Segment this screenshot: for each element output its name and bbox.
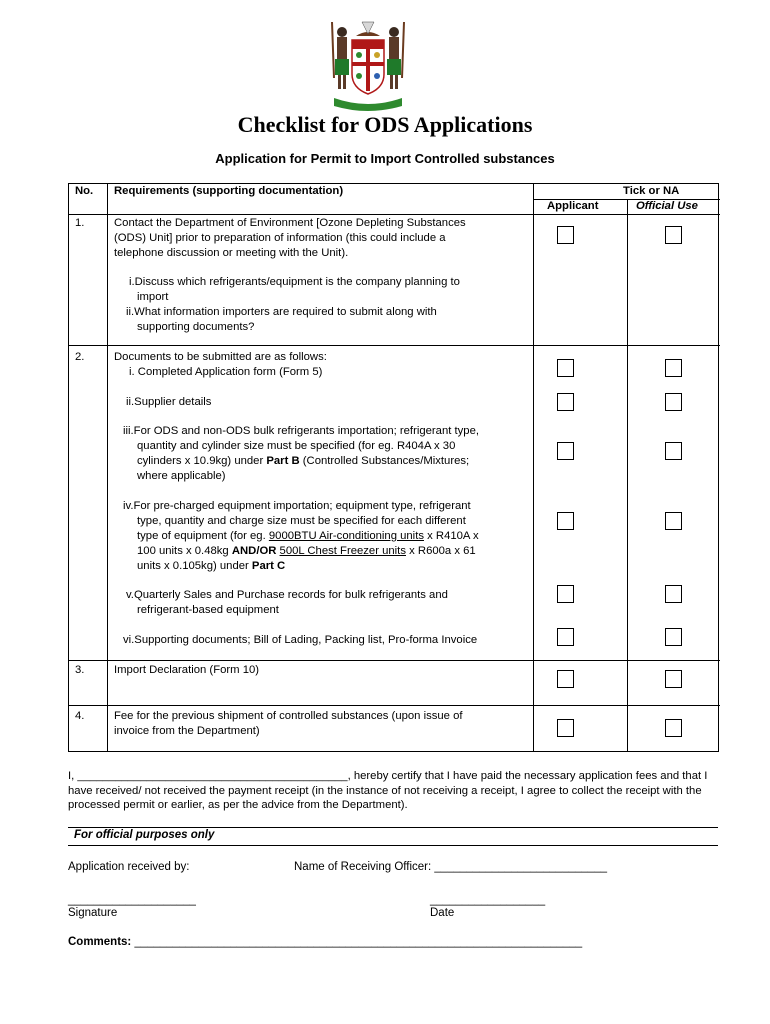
requirement-subitem: ii.What information importers are required to submit along with <box>126 306 437 318</box>
requirement-text: Contact the Department of Environment [Ozone Depleting Substances <box>114 217 466 229</box>
row-number: 3. <box>75 664 85 676</box>
requirement-subitem: vi.Supporting documents; Bill of Lading, Packing list, Pro-forma Invoice <box>123 634 478 646</box>
requirement-subitem: units x 0.105kg) under Part C <box>137 560 286 572</box>
requirement-subitem: iii.For ODS and non-ODS bulk refrigerants importation; refrigerant type, <box>123 425 480 437</box>
row-number: 2. <box>75 351 85 363</box>
official-use-checkbox[interactable] <box>665 359 682 377</box>
requirement-subitem: i. Completed Application form (Form 5) <box>129 366 323 378</box>
requirement-subitem: v.Quarterly Sales and Purchase records for bulk refrigerants and <box>126 589 448 601</box>
applicant-checkbox[interactable] <box>557 585 574 603</box>
official-section-heading: For official purposes only <box>74 829 215 841</box>
header-applicant: Applicant <box>547 200 599 212</box>
page-title: Checklist for ODS Applications <box>237 112 533 137</box>
row-number: 1. <box>75 217 85 229</box>
comments-line: ______________________________________________________________________ <box>131 936 583 948</box>
receiving-officer-field[interactable]: Name of Receiving Officer: ___________________________ <box>294 861 608 873</box>
date-line[interactable]: __________________ <box>430 894 546 906</box>
header-requirements: Requirements (supporting documentation) <box>114 185 344 197</box>
official-use-checkbox[interactable] <box>665 628 682 646</box>
requirement-subitem: iv.For pre-charged equipment importation; equipment type, refrigerant <box>123 500 471 512</box>
applicant-checkbox[interactable] <box>557 512 574 530</box>
requirement-text: telephone discussion or meeting with the Unit). <box>114 247 349 259</box>
requirement-subitem: refrigerant-based equipment <box>137 604 279 616</box>
row-number: 4. <box>75 710 85 722</box>
official-use-checkbox[interactable] <box>665 226 682 244</box>
certification-statement: I, ___________________________________________, hereby certify that I have paid the necessary application fees and that I have received/ not received the payment receipt (in the instance of not receiving a receipt, I agree to collect the receipt with the processed permit or earlier, as per the advice from the Department). <box>68 770 708 811</box>
requirement-subitem: type, quantity and charge size must be specified for each different <box>137 515 466 527</box>
requirement-subitem: import <box>137 291 169 303</box>
row-divider <box>69 660 720 661</box>
coat-of-arms-logo <box>326 18 410 116</box>
requirement-subitem: type of equipment (for eg. 9000BTU Air-conditioning units x R410A x <box>137 530 479 542</box>
requirement-subitem: cylinders x 10.9kg) under Part B (Controlled Substances/Mixtures; <box>137 455 470 467</box>
requirement-subitem: i.Discuss which refrigerants/equipment is the company planning to <box>129 276 460 288</box>
official-use-checkbox[interactable] <box>665 442 682 460</box>
requirement-subitem: supporting documents? <box>137 321 255 333</box>
official-use-checkbox[interactable] <box>665 512 682 530</box>
header-no: No. <box>75 185 94 197</box>
signature-label: Signature <box>68 907 118 919</box>
column-divider <box>533 184 534 751</box>
official-use-checkbox[interactable] <box>665 393 682 411</box>
applicant-checkbox[interactable] <box>557 359 574 377</box>
signature-line[interactable]: ____________________ <box>68 894 196 906</box>
header-tick-or-na: Tick or NA <box>623 185 680 197</box>
applicant-checkbox[interactable] <box>557 628 574 646</box>
requirement-text: invoice from the Department) <box>114 725 260 737</box>
requirement-text: Fee for the previous shipment of controlled substances (upon issue of <box>114 710 463 722</box>
section-divider <box>68 827 718 828</box>
row-divider <box>69 214 720 215</box>
requirement-text: Import Declaration (Form 10) <box>114 664 260 676</box>
column-divider <box>107 184 108 751</box>
requirement-subitem: 100 units x 0.48kg AND/OR 500L Chest Freezer units x R600a x 61 <box>137 545 476 557</box>
requirement-subitem: where applicable) <box>137 470 226 482</box>
applicant-checkbox[interactable] <box>557 670 574 688</box>
requirement-text: (ODS) Unit] prior to preparation of information (this could include a <box>114 232 446 244</box>
applicant-checkbox[interactable] <box>557 226 574 244</box>
date-label: Date <box>430 907 455 919</box>
checklist-table <box>68 183 719 752</box>
applicant-checkbox[interactable] <box>557 442 574 460</box>
comments-label: Comments: <box>68 936 132 948</box>
requirement-subitem: ii.Supplier details <box>126 396 212 408</box>
requirement-text: Documents to be submitted are as follows: <box>114 351 327 363</box>
application-received-label: Application received by: <box>68 861 190 873</box>
row-divider <box>69 705 720 706</box>
column-divider <box>627 199 628 751</box>
applicant-checkbox[interactable] <box>557 393 574 411</box>
official-use-checkbox[interactable] <box>665 585 682 603</box>
header-official-use: Official Use <box>636 200 698 212</box>
official-use-checkbox[interactable] <box>665 719 682 737</box>
section-divider <box>68 845 718 846</box>
requirement-subitem: quantity and cylinder size must be specified (for eg. R404A x 30 <box>137 440 456 452</box>
comments-field[interactable] <box>68 936 582 948</box>
row-divider <box>69 345 720 346</box>
page-subtitle: Application for Permit to Import Controlled substances <box>215 151 555 166</box>
official-use-checkbox[interactable] <box>665 670 682 688</box>
applicant-checkbox[interactable] <box>557 719 574 737</box>
